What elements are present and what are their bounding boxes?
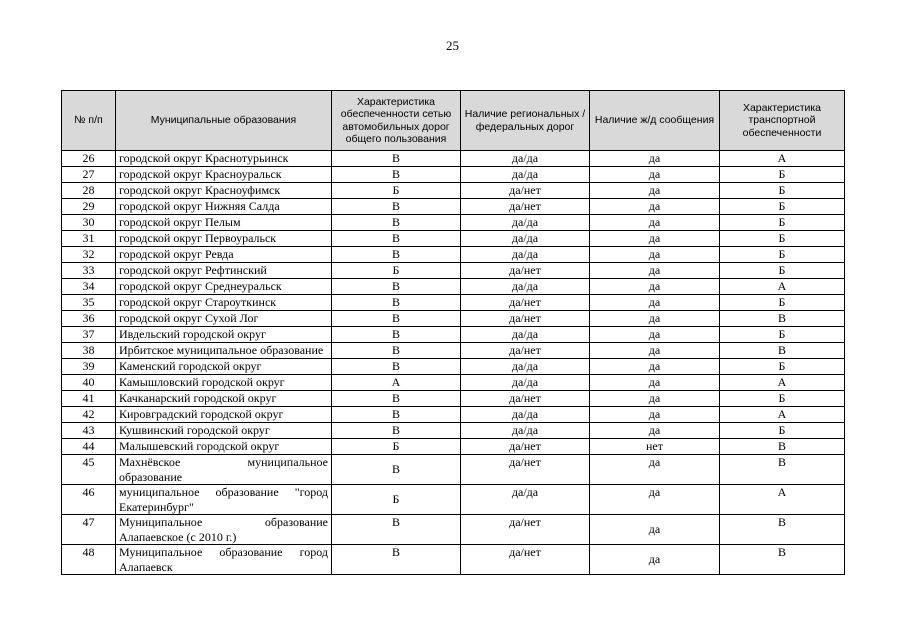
cell-name: Кировградский городской округ [116, 407, 332, 423]
table-row [62, 279, 845, 295]
cell-regional: да/да [461, 247, 590, 263]
cell-name: Каменский городской округ [116, 359, 332, 375]
table-row [62, 359, 845, 375]
cell-rail: да [590, 327, 720, 343]
cell-name: городской округ Рефтинский [116, 263, 332, 279]
cell-network: Б [332, 439, 461, 455]
cell-num: 44 [62, 439, 116, 455]
cell-transport: В [720, 545, 845, 575]
cell-rail: да [590, 545, 720, 575]
cell-rail: да [590, 247, 720, 263]
cell-rail: да [590, 423, 720, 439]
cell-num: 27 [62, 167, 116, 183]
cell-name: городской округ Красноуральск [116, 167, 332, 183]
cell-rail: да [590, 215, 720, 231]
cell-network: А [332, 375, 461, 391]
cell-rail: да [590, 455, 720, 485]
cell-rail: да [590, 375, 720, 391]
table-row [62, 151, 845, 167]
cell-network: В [332, 391, 461, 407]
cell-network: Б [332, 485, 461, 515]
cell-name: Муниципальное образование город Алапаевск [116, 545, 332, 575]
cell-name: Муниципальное образование Алапаевское (с 2010 г.) [116, 515, 332, 545]
cell-name: Качканарский городской округ [116, 391, 332, 407]
cell-rail: да [590, 183, 720, 199]
cell-transport: Б [720, 327, 845, 343]
table-row [62, 545, 845, 575]
cell-regional: да/да [461, 327, 590, 343]
cell-network: В [332, 359, 461, 375]
cell-rail: да [590, 231, 720, 247]
cell-transport: Б [720, 183, 845, 199]
cell-transport: Б [720, 423, 845, 439]
cell-rail: да [590, 485, 720, 515]
cell-network: В [332, 215, 461, 231]
cell-num: 32 [62, 247, 116, 263]
cell-regional: да/да [461, 231, 590, 247]
cell-transport: А [720, 407, 845, 423]
cell-regional: да/нет [461, 455, 590, 485]
cell-transport: В [720, 439, 845, 455]
cell-num: 42 [62, 407, 116, 423]
cell-transport: Б [720, 391, 845, 407]
cell-network: Б [332, 183, 461, 199]
cell-name: Малышевский городской округ [116, 439, 332, 455]
cell-regional: да/нет [461, 515, 590, 545]
cell-transport: В [720, 343, 845, 359]
table-row [62, 485, 845, 515]
cell-regional: да/да [461, 485, 590, 515]
cell-rail: да [590, 279, 720, 295]
cell-rail: да [590, 295, 720, 311]
cell-num: 29 [62, 199, 116, 215]
cell-network: В [332, 311, 461, 327]
cell-rail: да [590, 311, 720, 327]
cell-num: 45 [62, 455, 116, 485]
cell-transport: Б [720, 199, 845, 215]
cell-num: 40 [62, 375, 116, 391]
cell-rail: да [590, 515, 720, 545]
cell-name: Камышловский городской округ [116, 375, 332, 391]
cell-network: В [332, 199, 461, 215]
cell-regional: да/нет [461, 391, 590, 407]
cell-regional: да/да [461, 359, 590, 375]
table-row [62, 167, 845, 183]
cell-network: В [332, 407, 461, 423]
page-number: 25 [446, 38, 459, 53]
cell-num: 37 [62, 327, 116, 343]
cell-name: городской округ Красноуфимск [116, 183, 332, 199]
header-regional: Наличие региональных / федеральных дорог [461, 91, 590, 151]
cell-num: 39 [62, 359, 116, 375]
cell-network: В [332, 295, 461, 311]
table-row [62, 375, 845, 391]
cell-num: 41 [62, 391, 116, 407]
cell-network: Б [332, 263, 461, 279]
cell-transport: Б [720, 359, 845, 375]
cell-name: Махнёвское муниципальное образование [116, 455, 332, 485]
cell-regional: да/нет [461, 183, 590, 199]
cell-regional: да/нет [461, 295, 590, 311]
cell-transport: Б [720, 247, 845, 263]
table-row [62, 515, 845, 545]
table-row [62, 343, 845, 359]
table-row [62, 423, 845, 439]
table-row [62, 407, 845, 423]
table-row [62, 327, 845, 343]
municipalities-table [61, 90, 845, 575]
cell-name: Ивдельский городской округ [116, 327, 332, 343]
cell-transport: В [720, 455, 845, 485]
cell-name: муниципальное образование "город Екатеринбург" [116, 485, 332, 515]
cell-transport: А [720, 279, 845, 295]
cell-rail: да [590, 343, 720, 359]
cell-num: 34 [62, 279, 116, 295]
cell-num: 38 [62, 343, 116, 359]
cell-transport: Б [720, 295, 845, 311]
cell-transport: В [720, 515, 845, 545]
cell-rail: да [590, 199, 720, 215]
cell-network: В [332, 247, 461, 263]
cell-regional: да/нет [461, 545, 590, 575]
cell-name: городской округ Ревда [116, 247, 332, 263]
table-row [62, 199, 845, 215]
cell-num: 46 [62, 485, 116, 515]
cell-name: городской округ Нижняя Салда [116, 199, 332, 215]
cell-network: В [332, 151, 461, 167]
cell-name: городской округ Среднеуральск [116, 279, 332, 295]
cell-regional: да/да [461, 215, 590, 231]
cell-name: Кушвинский городской округ [116, 423, 332, 439]
table-row [62, 215, 845, 231]
cell-network: В [332, 327, 461, 343]
cell-rail: да [590, 359, 720, 375]
header-row [62, 91, 845, 151]
table-header [62, 91, 845, 151]
cell-rail: да [590, 407, 720, 423]
cell-num: 28 [62, 183, 116, 199]
table-row [62, 183, 845, 199]
cell-network: В [332, 279, 461, 295]
table-row [62, 247, 845, 263]
header-transport: Характеристика транспортной обеспеченности [720, 91, 845, 151]
cell-num: 30 [62, 215, 116, 231]
cell-name: городской округ Староуткинск [116, 295, 332, 311]
header-name: Муниципальные образования [116, 91, 332, 151]
table-row [62, 295, 845, 311]
table-row [62, 455, 845, 485]
cell-regional: да/нет [461, 343, 590, 359]
table-row [62, 439, 845, 455]
cell-regional: да/нет [461, 311, 590, 327]
cell-regional: да/нет [461, 263, 590, 279]
cell-num: 33 [62, 263, 116, 279]
cell-regional: да/да [461, 423, 590, 439]
cell-rail: да [590, 167, 720, 183]
table-row [62, 231, 845, 247]
cell-regional: да/нет [461, 199, 590, 215]
cell-network: В [332, 231, 461, 247]
cell-network: В [332, 545, 461, 575]
header-num: № п/п [62, 91, 116, 151]
cell-name: Ирбитское муниципальное образование [116, 343, 332, 359]
cell-rail: нет [590, 439, 720, 455]
cell-rail: да [590, 391, 720, 407]
cell-name: городской округ Сухой Лог [116, 311, 332, 327]
cell-network: В [332, 455, 461, 485]
cell-name: городской округ Пелым [116, 215, 332, 231]
header-network: Характеристика обеспеченности сетью автомобильных дорог общего пользования [332, 91, 461, 151]
cell-transport: Б [720, 167, 845, 183]
cell-num: 35 [62, 295, 116, 311]
cell-num: 36 [62, 311, 116, 327]
cell-transport: А [720, 375, 845, 391]
cell-rail: да [590, 263, 720, 279]
cell-num: 47 [62, 515, 116, 545]
cell-transport: А [720, 485, 845, 515]
cell-transport: Б [720, 215, 845, 231]
table-row [62, 311, 845, 327]
cell-regional: да/да [461, 167, 590, 183]
cell-num: 31 [62, 231, 116, 247]
cell-regional: да/да [461, 407, 590, 423]
cell-num: 48 [62, 545, 116, 575]
cell-regional: да/нет [461, 439, 590, 455]
cell-rail: да [590, 151, 720, 167]
header-rail: Наличие ж/д сообщения [590, 91, 720, 151]
cell-name: городской округ Первоуральск [116, 231, 332, 247]
cell-regional: да/да [461, 375, 590, 391]
cell-num: 26 [62, 151, 116, 167]
table-row [62, 391, 845, 407]
cell-name: городской округ Краснотурьинск [116, 151, 332, 167]
cell-transport: В [720, 311, 845, 327]
cell-network: В [332, 515, 461, 545]
cell-num: 43 [62, 423, 116, 439]
cell-network: В [332, 167, 461, 183]
cell-regional: да/да [461, 151, 590, 167]
cell-network: В [332, 423, 461, 439]
cell-transport: Б [720, 263, 845, 279]
cell-network: В [332, 343, 461, 359]
table-body [62, 151, 845, 575]
cell-regional: да/да [461, 279, 590, 295]
table-row [62, 263, 845, 279]
cell-transport: Б [720, 231, 845, 247]
cell-transport: А [720, 151, 845, 167]
